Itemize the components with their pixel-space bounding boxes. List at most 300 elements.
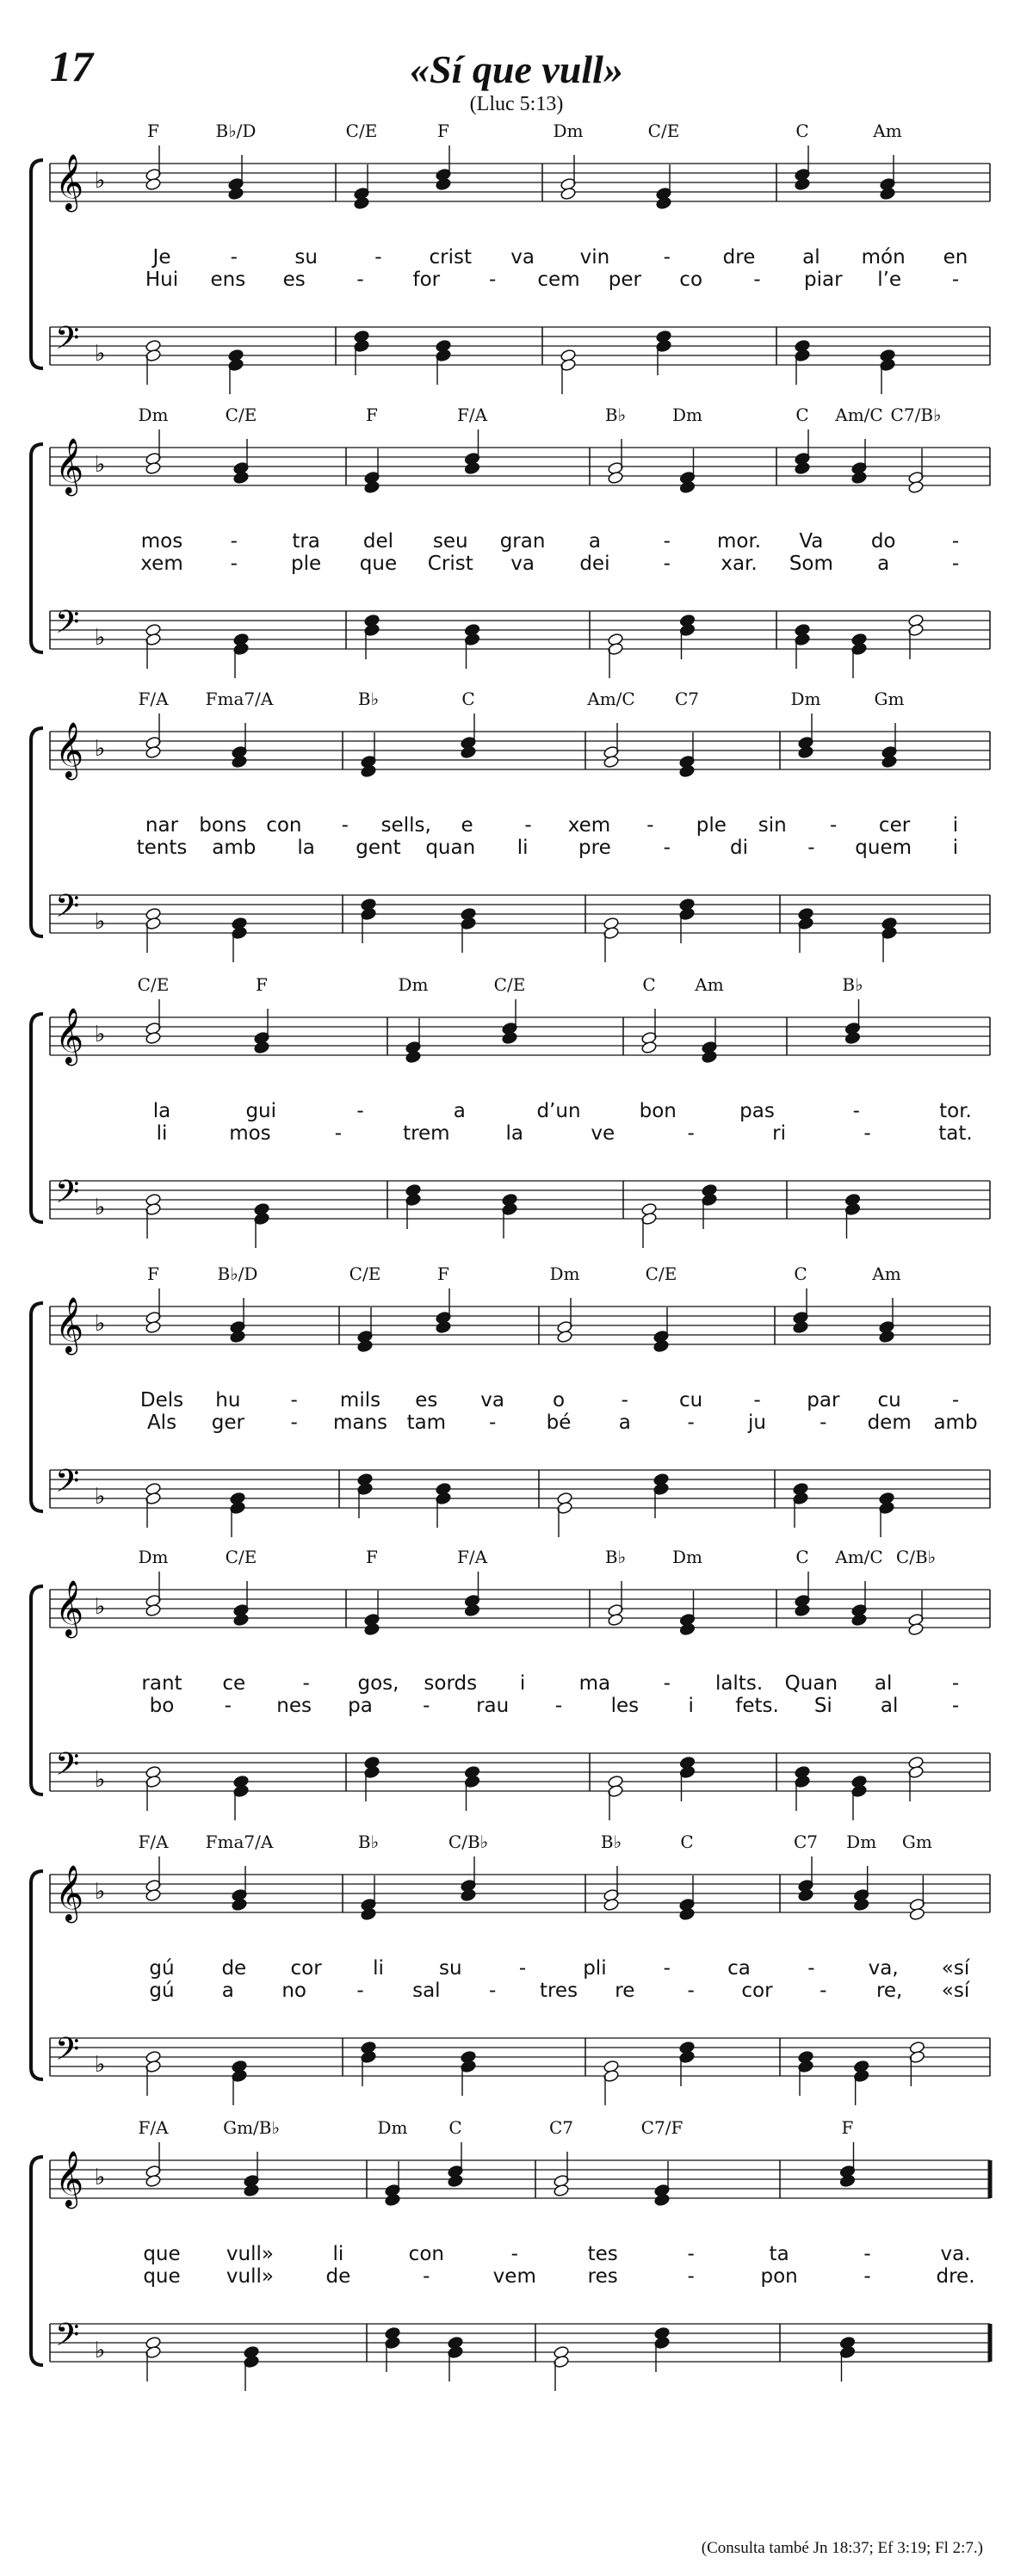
- treble-note: [879, 1330, 895, 1344]
- verse1-syllable: pas: [739, 1100, 775, 1122]
- score-system-2: [0, 405, 1033, 697]
- chord-symbol: Fma7/A: [205, 689, 274, 709]
- treble-key-flat-icon: ♭: [95, 452, 106, 478]
- chord-symbol: F: [256, 974, 268, 995]
- verse1-syllable: tra: [292, 530, 320, 553]
- treble-note: [702, 1050, 718, 1064]
- treble-key-flat-icon: ♭: [95, 168, 106, 194]
- chord-symbol: F: [437, 1263, 449, 1284]
- chord-symbol: F: [366, 405, 378, 425]
- chord-symbol: Fma7/A: [205, 1832, 274, 1852]
- treble-note: [881, 755, 898, 769]
- bass-staff: [50, 2038, 990, 2076]
- bass-key-flat-icon: ♭: [95, 909, 106, 935]
- bass-clef-icon: 𝄢: [55, 1746, 80, 1790]
- treble-clef-icon: 𝄞: [55, 1580, 84, 1636]
- chord-symbol: C: [794, 1263, 807, 1284]
- verse1-syllable: Quan: [784, 1672, 838, 1695]
- chord-symbol: C: [448, 2117, 462, 2138]
- chord-symbol: Gm/B♭: [223, 2117, 280, 2138]
- bass-key-flat-icon: ♭: [95, 341, 106, 367]
- verse1-syllable: -: [524, 814, 532, 837]
- chord-symbol: C/E: [345, 120, 378, 141]
- treble-note: [361, 1907, 377, 1921]
- verse1-syllable: bon: [639, 1100, 677, 1122]
- verse2-syllable: -: [356, 1980, 364, 2002]
- verse1-syllable: par: [807, 1389, 840, 1412]
- verse2-syllable: «sí: [941, 1980, 970, 2002]
- verse2-syllable: cor: [741, 1980, 773, 2002]
- bass-key-flat-icon: ♭: [95, 1195, 106, 1220]
- bass-clef-icon: 𝄢: [55, 320, 80, 364]
- verse2-syllable: la: [297, 837, 315, 859]
- verse1-syllable: Je: [152, 246, 171, 269]
- chord-symbol: Am: [873, 120, 902, 141]
- treble-note: [554, 2184, 570, 2197]
- bass-staff: [50, 1753, 990, 1791]
- treble-note: [557, 1330, 573, 1344]
- verse2-syllable: tam: [406, 1412, 447, 1434]
- chord-symbol: B♭/D: [215, 120, 257, 141]
- verse1-syllable: ce: [222, 1672, 246, 1695]
- verse2-syllable: tents: [136, 837, 188, 859]
- verse1-syllable: hu: [215, 1389, 241, 1412]
- verse2-syllable: dre.: [936, 2265, 975, 2288]
- verse1-syllable: en: [943, 246, 968, 269]
- verse1-syllable: -: [230, 530, 238, 553]
- verse2-syllable: pa: [348, 1695, 373, 1717]
- verse1-syllable: mos: [140, 530, 183, 553]
- chord-symbol: F: [841, 2117, 854, 2138]
- verse2-syllable: Som: [789, 553, 833, 575]
- chord-symbol: F/A: [138, 2117, 169, 2138]
- bass-staff: [50, 895, 990, 933]
- verse1-syllable: -: [341, 814, 349, 837]
- chord-symbol: C: [680, 1832, 694, 1852]
- verse2-syllable: Crist: [427, 553, 473, 575]
- verse1-syllable: al: [874, 1672, 893, 1695]
- treble-note: [436, 1320, 452, 1334]
- verse1-syllable: al: [802, 246, 820, 269]
- chord-symbol: C7: [674, 689, 700, 709]
- verse1-syllable: -: [951, 530, 960, 553]
- verse2-syllable: mans: [332, 1412, 388, 1434]
- verse1-syllable: dre: [722, 246, 756, 269]
- verse1-syllable: que: [143, 2243, 181, 2265]
- verse1-syllable: mor.: [716, 530, 762, 553]
- verse2-syllable: li: [516, 837, 529, 859]
- verse2-syllable: no: [281, 1980, 306, 2002]
- verse2-syllable: for: [412, 269, 441, 291]
- verse1-syllable: es: [415, 1389, 438, 1412]
- verse1-syllable: nar: [145, 814, 179, 837]
- footer-note: (Consulta també Jn 18:37; Ef 3:19; Fl 2:7.): [701, 2539, 983, 2557]
- chord-symbol: F/A: [456, 405, 488, 425]
- chord-symbol: Dm: [138, 405, 169, 425]
- treble-staff: [50, 1307, 990, 1344]
- verse2-syllable: -: [489, 1980, 497, 2002]
- verse1-syllable: cu: [679, 1389, 703, 1412]
- verse1-syllable: -: [807, 1957, 815, 1980]
- verse1-syllable: ple: [696, 814, 727, 837]
- verse2-syllable: xem: [140, 553, 183, 575]
- treble-note: [839, 2174, 856, 2188]
- verse2-syllable: ens: [210, 269, 246, 291]
- verse1-syllable: va.: [940, 2243, 971, 2265]
- system-bracket: [31, 1014, 43, 1222]
- verse1-syllable: li: [332, 2243, 344, 2265]
- treble-note: [354, 196, 370, 210]
- treble-note: [798, 745, 814, 759]
- verse1-syllable: tor.: [939, 1100, 972, 1122]
- chord-symbol: Dm: [377, 2117, 408, 2138]
- chord-symbol: B♭: [600, 1832, 622, 1852]
- system-bracket: [31, 2157, 43, 2365]
- treble-note: [464, 461, 480, 475]
- verse1-syllable: va: [510, 246, 535, 269]
- treble-note: [448, 2174, 464, 2188]
- verse2-syllable: pon: [760, 2265, 798, 2288]
- verse2-syllable: rau: [476, 1695, 510, 1717]
- verse2-syllable: mos: [229, 1122, 271, 1145]
- verse2-syllable: re,: [875, 1980, 903, 2002]
- verse2-syllable: dem: [867, 1412, 912, 1434]
- treble-note: [608, 1613, 624, 1627]
- verse1-syllable: -: [646, 814, 654, 837]
- verse2-syllable: sal: [412, 1980, 441, 2002]
- bass-staff: [50, 327, 990, 365]
- verse1-syllable: de: [221, 1957, 247, 1980]
- bass-clef-icon: 𝄢: [55, 1174, 80, 1218]
- chord-symbol: B♭: [842, 974, 863, 995]
- verse1-syllable: bons: [199, 814, 247, 837]
- verse2-syllable: co: [679, 269, 703, 291]
- verse2-syllable: dei: [579, 553, 610, 575]
- verse1-syllable: -: [302, 1672, 310, 1695]
- verse1-syllable: cu: [877, 1389, 901, 1412]
- bass-clef-icon: 𝄢: [55, 888, 80, 932]
- verse2-syllable: la: [505, 1122, 524, 1145]
- verse1-syllable: sells,: [380, 814, 431, 837]
- verse2-syllable: de: [325, 2265, 351, 2288]
- treble-clef-icon: 𝄞: [55, 438, 84, 494]
- verse2-syllable: Als: [146, 1412, 177, 1434]
- bass-clef-icon: 𝄢: [55, 604, 80, 648]
- chord-symbol: C: [795, 120, 809, 141]
- chord-symbol: Am/C: [835, 405, 883, 425]
- treble-note: [461, 745, 477, 759]
- treble-note: [844, 1031, 861, 1045]
- verse2-syllable: per: [608, 269, 641, 291]
- verse1-syllable: a: [453, 1100, 466, 1122]
- treble-note: [679, 764, 696, 778]
- verse2-syllable: ve: [591, 1122, 615, 1145]
- treble-clef-icon: 𝄞: [55, 1297, 84, 1353]
- verse2-syllable: i: [952, 837, 959, 859]
- treble-note: [908, 480, 925, 494]
- verse2-syllable: ju: [748, 1412, 766, 1434]
- verse2-syllable: al: [880, 1695, 899, 1717]
- treble-note: [145, 177, 162, 191]
- treble-note: [853, 1898, 869, 1912]
- verse2-syllable: -: [863, 1122, 871, 1145]
- verse2-syllable: Hui: [145, 269, 179, 291]
- verse2-syllable: es: [282, 269, 306, 291]
- verse2-syllable: -: [489, 269, 497, 291]
- verse1-syllable: gú: [149, 1957, 175, 1980]
- bass-key-flat-icon: ♭: [95, 2052, 106, 2078]
- treble-note: [145, 1888, 162, 1902]
- verse1-syllable: rant: [141, 1672, 182, 1695]
- verse1-syllable: -: [663, 1672, 671, 1695]
- treble-key-flat-icon: ♭: [95, 2165, 106, 2190]
- treble-staff: [50, 164, 990, 201]
- verse1-syllable: o: [552, 1389, 566, 1412]
- treble-note: [798, 1888, 814, 1902]
- verse1-syllable: -: [829, 814, 838, 837]
- bass-clef-icon: 𝄢: [55, 2031, 80, 2075]
- verse2-syllable: res: [587, 2265, 618, 2288]
- treble-note: [502, 1031, 518, 1045]
- verse2-syllable: -: [687, 2265, 695, 2288]
- bass-clef-icon: 𝄢: [55, 1463, 80, 1507]
- verse1-syllable: do: [870, 530, 896, 553]
- chord-symbol: F/A: [456, 1547, 488, 1567]
- treble-staff: [50, 1875, 990, 1912]
- verse2-syllable: cem: [537, 269, 580, 291]
- verse2-syllable: amb: [933, 1412, 978, 1434]
- verse1-syllable: -: [518, 1957, 527, 1980]
- verse1-syllable: cer: [878, 814, 911, 837]
- verse2-syllable: -: [230, 553, 238, 575]
- verse2-syllable: gú: [149, 1980, 175, 2002]
- treble-key-flat-icon: ♭: [95, 736, 106, 762]
- verse2-syllable: piar: [804, 269, 843, 291]
- verse2-syllable: -: [951, 1695, 960, 1717]
- verse2-syllable: -: [224, 1695, 232, 1717]
- treble-note: [230, 1330, 246, 1344]
- verse1-syllable: d’un: [536, 1100, 581, 1122]
- verse2-syllable: pre: [578, 837, 611, 859]
- system-bracket: [31, 444, 43, 652]
- chord-symbol: Gm: [874, 689, 905, 709]
- chord-symbol: Dm: [672, 405, 702, 425]
- verse2-syllable: a: [877, 553, 890, 575]
- score-system-8: [0, 2117, 1033, 2410]
- chord-symbol: C/E: [225, 1547, 257, 1567]
- treble-note: [145, 1031, 162, 1045]
- verse1-syllable: va: [480, 1389, 505, 1412]
- chord-symbol: C/B♭: [895, 1547, 937, 1567]
- verse2-syllable: -: [687, 1980, 695, 2002]
- treble-note: [851, 1613, 868, 1627]
- verse2-syllable: -: [423, 2265, 430, 2288]
- verse1-syllable: con: [266, 814, 302, 837]
- verse2-syllable: xar.: [721, 553, 758, 575]
- treble-note: [461, 1888, 477, 1902]
- chord-symbol: C7/B♭: [890, 405, 942, 425]
- verse2-syllable: vull»: [226, 2265, 274, 2288]
- verse2-syllable: -: [489, 1412, 497, 1434]
- chord-symbol: C: [461, 689, 475, 709]
- treble-clef-icon: 𝄞: [55, 1865, 84, 1921]
- treble-note: [679, 480, 696, 494]
- verse2-syllable: -: [334, 1122, 343, 1145]
- treble-note: [254, 1041, 270, 1054]
- verse1-syllable: tes: [587, 2243, 618, 2265]
- verse1-syllable: -: [852, 1100, 860, 1122]
- score-system-1: [0, 120, 1033, 413]
- chord-symbol: Gm: [901, 1832, 932, 1852]
- treble-staff: [50, 1590, 990, 1628]
- chord-symbol: Dm: [138, 1547, 169, 1567]
- hymn-title: «Sí que vull»: [410, 47, 623, 91]
- verse2-syllable: -: [951, 269, 960, 291]
- verse2-syllable: -: [753, 269, 761, 291]
- treble-clef-icon: 𝄞: [55, 154, 84, 210]
- chord-symbol: Am: [695, 974, 724, 995]
- treble-key-flat-icon: ♭: [95, 1879, 106, 1905]
- chord-symbol: B♭/D: [217, 1263, 258, 1284]
- chord-symbol: C: [795, 405, 809, 425]
- verse1-syllable: -: [951, 1389, 960, 1412]
- verse2-syllable: trem: [403, 1122, 450, 1145]
- verse1-syllable: Dels: [139, 1389, 184, 1412]
- score-system-4: [0, 974, 1033, 1267]
- verse1-syllable: vull»: [226, 2243, 274, 2265]
- verse2-syllable: ple: [291, 553, 322, 575]
- verse2-syllable: -: [663, 553, 671, 575]
- verse2-syllable: quan: [425, 837, 476, 859]
- verse2-syllable: -: [554, 1695, 563, 1717]
- treble-note: [232, 1898, 248, 1912]
- treble-note: [908, 1622, 925, 1636]
- treble-note: [603, 755, 620, 769]
- treble-clef-icon: 𝄞: [55, 722, 84, 778]
- chord-symbol: C/E: [349, 1263, 381, 1284]
- verse1-syllable: -: [687, 2243, 695, 2265]
- verse1-syllable: e: [461, 814, 473, 837]
- verse2-syllable: va: [510, 553, 535, 575]
- verse1-syllable: sin: [758, 814, 787, 837]
- chord-symbol: C/E: [493, 974, 526, 995]
- treble-note: [679, 1622, 696, 1636]
- verse1-syllable: -: [663, 1957, 671, 1980]
- chord-symbol: Am/C: [587, 689, 635, 709]
- chord-symbol: Dm: [790, 689, 821, 709]
- verse2-syllable: bé: [546, 1412, 572, 1434]
- chord-symbol: Dm: [553, 120, 584, 141]
- treble-note: [364, 480, 380, 494]
- treble-note: [880, 187, 896, 201]
- verse1-syllable: mils: [339, 1389, 381, 1412]
- treble-note: [679, 1907, 696, 1921]
- verse1-syllable: -: [753, 1389, 761, 1412]
- verse2-syllable: ger: [211, 1412, 244, 1434]
- verse2-syllable: -: [356, 269, 364, 291]
- chord-symbol: Dm: [398, 974, 429, 995]
- verse2-syllable: nes: [276, 1695, 312, 1717]
- verse1-syllable: su: [438, 1957, 462, 1980]
- chord-symbol: Am/C: [835, 1547, 883, 1567]
- chord-symbol: F/A: [138, 1832, 169, 1852]
- bass-key-flat-icon: ♭: [95, 625, 106, 651]
- treble-note: [851, 471, 868, 485]
- treble-note: [385, 2193, 401, 2207]
- verse2-syllable: fets.: [735, 1695, 779, 1717]
- chord-symbol: F/A: [138, 689, 169, 709]
- treble-note: [793, 1320, 809, 1334]
- verse2-syllable: l’e: [877, 269, 902, 291]
- verse2-syllable: tat.: [938, 1122, 973, 1145]
- verse1-syllable: crist: [429, 246, 473, 269]
- treble-note: [361, 764, 377, 778]
- verse1-syllable: -: [510, 2243, 518, 2265]
- verse1-syllable: ma: [578, 1672, 611, 1695]
- chord-symbol: Dm: [846, 1832, 877, 1852]
- verse2-syllable: ri: [772, 1122, 787, 1145]
- verse1-syllable: gran: [499, 530, 546, 553]
- treble-note: [244, 2184, 260, 2197]
- chord-symbol: C7: [548, 2117, 574, 2138]
- treble-note: [145, 745, 162, 759]
- verse1-syllable: va,: [868, 1957, 899, 1980]
- verse2-syllable: -: [663, 837, 671, 859]
- verse1-syllable: -: [230, 246, 238, 269]
- verse1-syllable: -: [863, 2243, 871, 2265]
- verse1-syllable: sords: [424, 1672, 478, 1695]
- verse2-syllable: tres: [539, 1980, 578, 2002]
- chord-symbol: C/E: [645, 1263, 677, 1284]
- score-system-5: [0, 1263, 1033, 1556]
- verse2-syllable: li: [156, 1122, 168, 1145]
- verse2-syllable: -: [687, 1122, 695, 1145]
- verse1-syllable: su: [294, 246, 318, 269]
- bass-key-flat-icon: ♭: [95, 2338, 106, 2363]
- treble-note: [795, 177, 811, 191]
- chord-symbol: C/E: [647, 120, 680, 141]
- verse2-syllable: -: [807, 837, 815, 859]
- treble-note: [656, 196, 672, 210]
- verse2-syllable: -: [951, 553, 960, 575]
- system-bracket: [31, 1586, 43, 1795]
- treble-clef-icon: 𝄞: [55, 2151, 84, 2207]
- verse1-syllable: ta: [769, 2243, 789, 2265]
- verse1-syllable: -: [663, 530, 671, 553]
- verse1-syllable: «sí: [941, 1957, 970, 1980]
- bass-key-flat-icon: ♭: [95, 1484, 106, 1510]
- verse1-syllable: vin: [579, 246, 610, 269]
- system-bracket: [31, 1303, 43, 1511]
- chord-symbol: B♭: [604, 405, 627, 425]
- verse2-syllable: re: [615, 1980, 635, 2002]
- chord-symbol: F: [366, 1547, 378, 1567]
- bass-key-flat-icon: ♭: [95, 1767, 106, 1793]
- verse1-syllable: i: [952, 814, 959, 837]
- verse2-syllable: que: [143, 2265, 181, 2288]
- score-system-3: [0, 689, 1033, 981]
- verse1-syllable: -: [356, 1100, 364, 1122]
- verse1-syllable: la: [152, 1100, 171, 1122]
- chord-symbol: C/E: [225, 405, 257, 425]
- verse2-syllable: a: [221, 1980, 234, 2002]
- treble-note: [909, 1907, 925, 1921]
- verse2-syllable: quem: [855, 837, 912, 859]
- verse2-syllable: a: [618, 1412, 631, 1434]
- verse1-syllable: pli: [583, 1957, 607, 1980]
- verse1-syllable: -: [663, 246, 671, 269]
- verse2-syllable: i: [688, 1695, 694, 1717]
